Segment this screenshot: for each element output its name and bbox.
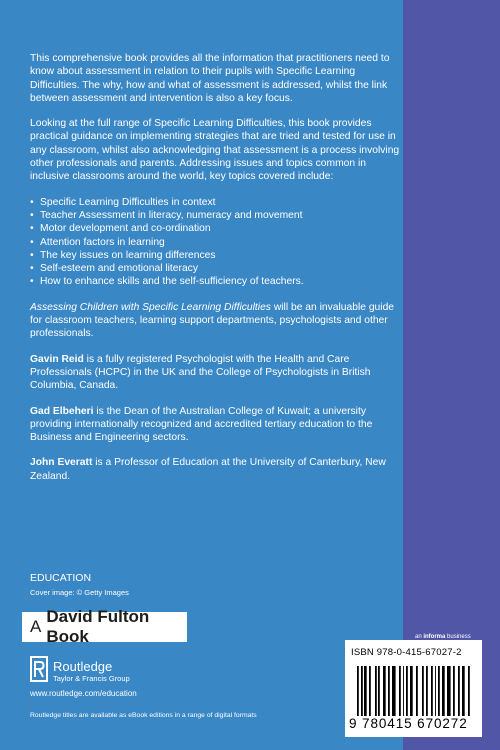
- author-bio: John Everatt is a Professor of Education at the University of Canterbury, New Zealand.: [30, 457, 386, 482]
- isbn-number: ISBN 978-0-415-67027-2: [351, 647, 462, 658]
- back-cover-text: [30, 52, 405, 495]
- ebook-note: Routledge titles are available as eBook editions in a range of digital formats: [30, 712, 257, 719]
- list-item: • Teacher Assessment in literacy, numeracy and movement: [30, 209, 303, 221]
- routledge-r-logo-icon: [30, 656, 48, 687]
- subject-category: EDUCATION: [30, 572, 92, 584]
- author-bio: Gavin Reid is a fully registered Psychologist with the Health and Care Professionals (HCPC) in the UK and the College of Psychologists in British Columbia, Canada.: [30, 353, 371, 392]
- audience-paragraph: Assessing Children with Specific Learning Difficulties will be an invaluable guide for classroom teachers, learning support departments, psychologists and other professionals.: [30, 301, 395, 340]
- publisher-group: Taylor & Francis Group: [53, 674, 130, 683]
- author-bio: Gad Elbeheri is the Dean of the Australian College of Kuwait; a university providing internationally recognized and accredited tertiary education to the Business and Engineering sectors.: [30, 405, 373, 444]
- list-item: • Motor development and co-ordination: [30, 223, 211, 235]
- barcode-panel: [345, 640, 482, 737]
- bullet-icon: •: [30, 209, 34, 221]
- publisher-name: Routledge: [53, 659, 113, 674]
- bullet-icon: •: [30, 196, 34, 208]
- author-name: John Everatt: [30, 457, 93, 469]
- barcode-icon: [357, 666, 471, 716]
- book-title: Assessing Children with Specific Learning Difficulties: [30, 301, 271, 313]
- publisher-url: www.routledge.com/education: [30, 689, 137, 698]
- cover-image-credit: Cover image: © Getty Images: [30, 588, 129, 597]
- imprint-logo: A David Fulton Book: [22, 612, 187, 642]
- author-name: Gad Elbeheri: [30, 405, 94, 417]
- list-item: • Attention factors in learning: [30, 236, 165, 248]
- author-name: Gavin Reid: [30, 353, 84, 365]
- bullet-icon: •: [30, 263, 34, 275]
- list-item: • How to enhance skills and the self-sufficiency of teachers.: [30, 276, 304, 288]
- barcode-digits: 9 780415 670272: [349, 716, 468, 731]
- overview-paragraph: Looking at the full range of Specific Learning Difficulties, this book provides practical guidance on implementing strategies that are tried and tested for use in any classroom, whilst also acknowledging that assessment is a process involving other professionals and parents. Addressing issues and topics common in inclusive classrooms around the world, key topics covered include:: [30, 118, 400, 183]
- list-item: • The key issues on learning differences: [30, 249, 216, 261]
- bullet-icon: •: [30, 276, 34, 288]
- intro-paragraph: This comprehensive book provides all the information that practitioners need to know about assessment in relation to their pupils with Specific Learning Difficulties. The why, how and what of assessment is addressed, whilst the link between assessment and intervention is also a key focus.: [30, 53, 390, 104]
- informa-business-label: an informa business: [415, 634, 471, 640]
- bullet-icon: •: [30, 223, 34, 235]
- key-topics-list: [30, 196, 405, 289]
- list-item: • Specific Learning Difficulties in context: [30, 196, 216, 208]
- list-item: • Self-esteem and emotional literacy: [30, 263, 198, 275]
- bullet-icon: •: [30, 249, 34, 261]
- bullet-icon: •: [30, 236, 34, 248]
